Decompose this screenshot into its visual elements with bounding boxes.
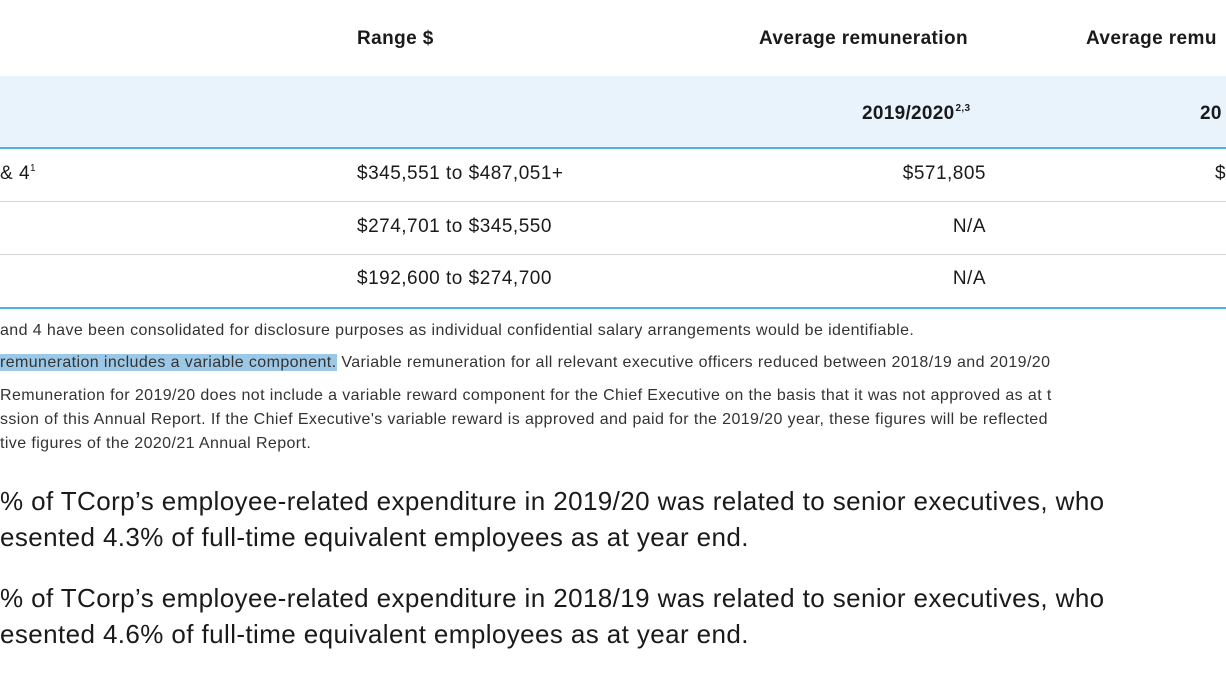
header-range: Range $ bbox=[357, 28, 434, 49]
band-label: & 4 bbox=[0, 163, 31, 184]
header-average-remuneration-prior: Average remu bbox=[1086, 28, 1217, 49]
paragraph-2018-19-line-1: % of TCorp’s employee-related expenditure in 2018/19 was related to senior executives, who bbox=[0, 583, 1105, 613]
table-row-1-average-prior: $ bbox=[1215, 163, 1226, 184]
table-row-3-range: $192,600 to $274,700 bbox=[357, 268, 552, 289]
footnote-2 bbox=[0, 354, 1050, 372]
footnote-2-text: Variable remuneration for all relevant executive officers reduced between 2018/19 and 2019/20 bbox=[336, 354, 1051, 371]
header-year-prior: 20 bbox=[1200, 103, 1222, 124]
table-row-2-range: $274,701 to $345,550 bbox=[357, 216, 552, 237]
row-divider bbox=[0, 201, 1226, 202]
table-row-2-average: N/A bbox=[952, 216, 986, 237]
footnote-2-selected-text[interactable]: remuneration includes a variable component. bbox=[0, 354, 337, 371]
footnote-3-line-3: tive figures of the 2020/21 Annual Report. bbox=[0, 435, 312, 452]
row-divider bbox=[0, 254, 1226, 255]
table-row-1-average: $571,805 bbox=[902, 163, 986, 184]
footnote-3-line-1: Remuneration for 2019/20 does not include a variable reward component for the Chief Executive on the basis that it was not approved as at t bbox=[0, 387, 1052, 404]
header-year-current-footnote-ref: 2,3 bbox=[955, 103, 971, 114]
table-row-1-band bbox=[0, 163, 36, 185]
band-footnote-ref: 1 bbox=[30, 163, 37, 174]
header-divider bbox=[0, 147, 1226, 149]
header-average-remuneration: Average remuneration bbox=[759, 28, 968, 49]
header-year-current bbox=[862, 103, 970, 125]
paragraph-2019-20-line-1: % of TCorp’s employee-related expenditure in 2019/20 was related to senior executives, who bbox=[0, 486, 1105, 516]
paragraph-2018-19-line-2: esented 4.6% of full-time equivalent employees as at year end. bbox=[0, 619, 749, 649]
footnote-3-line-2: ssion of this Annual Report. If the Chief Executive's variable reward is approved and paid for the 2019/20 year, these figures will be reflected bbox=[0, 411, 1048, 428]
table-bottom-rule bbox=[0, 307, 1226, 309]
table-row-3-average: N/A bbox=[952, 268, 986, 289]
footnote-1: and 4 have been consolidated for disclosure purposes as individual confidential salary arrangements would be identifiable. bbox=[0, 322, 915, 339]
table-row-1-range: $345,551 to $487,051+ bbox=[357, 163, 564, 184]
paragraph-2019-20-line-2: esented 4.3% of full-time equivalent employees as at year end. bbox=[0, 522, 749, 552]
year-header-band bbox=[0, 76, 1226, 148]
header-year-current-label: 2019/2020 bbox=[862, 103, 955, 124]
